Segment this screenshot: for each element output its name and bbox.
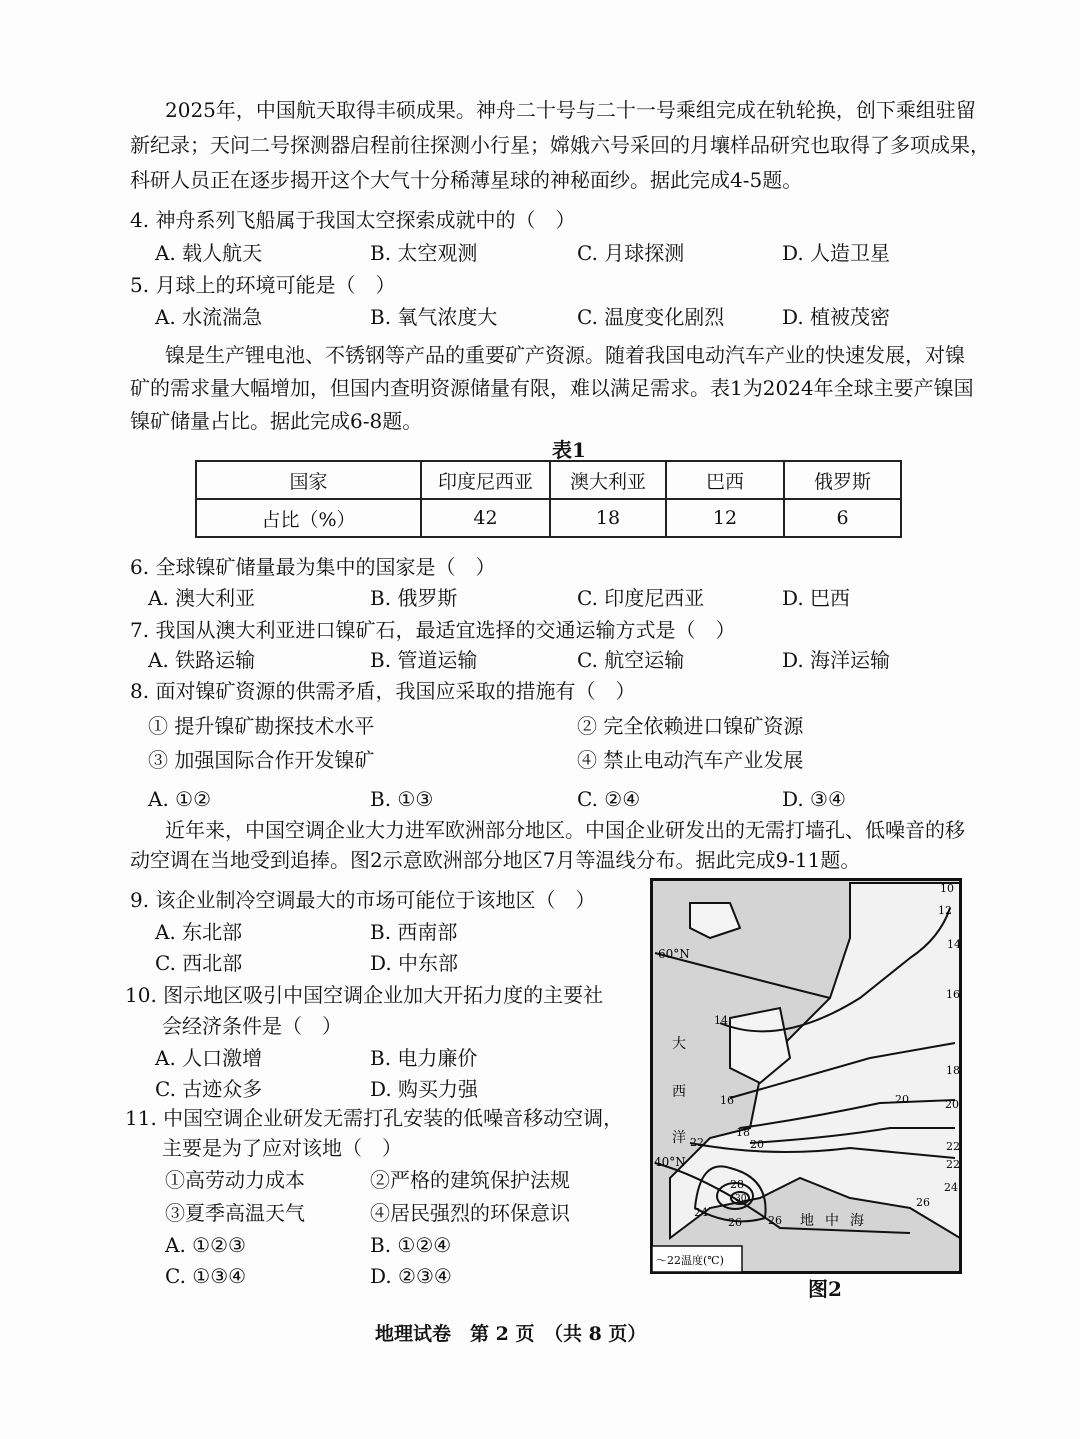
option: C. ①③④ [165, 1264, 247, 1288]
question-7: 7. 我国从澳大利亚进口镍矿石，最适宜选择的交通运输方式是（ ） [130, 618, 736, 642]
page-footer: 地理试卷 第 2 页 （共 8 页） [375, 1323, 647, 1345]
intro-text: 镍是生产锂电池、不锈钢等产品的重要矿产资源。随着我国电动汽车产业的快速发展，对镍 [165, 343, 965, 367]
table-cell: 澳大利亚 [550, 461, 666, 499]
isotherm-label: 28 [730, 1178, 744, 1191]
option: D. ②③④ [370, 1264, 452, 1288]
sea-label: 海 [850, 1213, 864, 1229]
option: D. 巴西 [782, 586, 851, 610]
option: C. 航空运输 [577, 648, 685, 672]
question-11: 主要是为了应对该地（ ） [162, 1136, 402, 1160]
option: A. 水流湍急 [155, 305, 263, 329]
option: B. 氧气浓度大 [370, 305, 498, 329]
intro-text: 动空调在当地受到追捧。图2示意欧洲部分地区7月等温线分布。据此完成9-11题。 [130, 848, 861, 872]
isotherm-label: 30 [735, 1194, 747, 1204]
isotherm-label: 24 [694, 1206, 708, 1219]
statement: ②严格的建筑保护法规 [370, 1168, 570, 1192]
table-title: 表1 [552, 438, 586, 462]
intro-text: 镍矿储量占比。据此完成6-8题。 [130, 409, 423, 433]
isotherm-label: 18 [946, 1064, 960, 1077]
map-legend: ～22温度(℃) [656, 1254, 724, 1267]
option: D. 中东部 [370, 951, 459, 975]
statement: ①高劳动力成本 [165, 1168, 305, 1192]
table-header-row [196, 461, 901, 499]
table-cell: 占比（%） [196, 499, 421, 537]
option: A. 东北部 [155, 920, 243, 944]
option: D. 购买力强 [370, 1077, 479, 1101]
question-11: 11. 中国空调企业研发无需打孔安装的低噪音移动空调， [125, 1106, 624, 1130]
table-cell: 印度尼西亚 [421, 461, 550, 499]
question-5: 5. 月球上的环境可能是（ ） [130, 273, 396, 297]
table-cell: 12 [666, 499, 784, 537]
sea-label: 地 [800, 1213, 814, 1229]
table-cell: 俄罗斯 [784, 461, 901, 499]
ocean-label: 洋 [672, 1130, 686, 1146]
intro-text: 近年来，中国空调企业大力进军欧洲部分地区。中国企业研发出的无需打墙孔、低噪音的移 [165, 818, 965, 842]
isotherm-label: 12 [938, 904, 952, 917]
option: C. 西北部 [155, 951, 243, 975]
option: D. 植被茂密 [782, 305, 891, 329]
option: D. 人造卫星 [782, 241, 891, 265]
statement: ③夏季高温天气 [165, 1201, 305, 1225]
ocean-label: 西 [672, 1084, 686, 1100]
table-row [196, 499, 901, 537]
table-cell: 6 [784, 499, 901, 537]
option: C. ②④ [577, 787, 641, 811]
option: A. ①② [148, 787, 212, 811]
option: A. 澳大利亚 [148, 586, 256, 610]
isotherm-label: 10 [940, 882, 954, 895]
table-cell: 巴西 [666, 461, 784, 499]
intro-text: 2025年，中国航天取得丰硕成果。神舟二十号与二十一号乘组完成在轨轮换，创下乘组驻留 [165, 98, 976, 122]
isotherm-label: 26 [916, 1196, 930, 1209]
table-cell: 18 [550, 499, 666, 537]
isotherm-label: 26 [768, 1214, 782, 1227]
option: B. 俄罗斯 [370, 586, 458, 610]
option: A. ①②③ [165, 1233, 246, 1257]
latitude-label: 60°N [658, 947, 690, 961]
intro-text: 新纪录；天问二号探测器启程前往探测小行星；嫦娥六号采回的月壤样品研究也取得了多项成果， [130, 133, 990, 157]
nickel-table [195, 460, 902, 538]
isotherm-label: 18 [736, 1126, 750, 1139]
option: B. 西南部 [370, 920, 458, 944]
option: D. ③④ [782, 787, 846, 811]
isotherm-label: 26 [728, 1216, 742, 1229]
isotherm-label: 16 [720, 1094, 734, 1107]
latitude-label: 40°N [654, 1155, 686, 1169]
table-cell: 42 [421, 499, 550, 537]
option: A. 人口激增 [155, 1046, 263, 1070]
intro-text: 矿的需求量大幅增加，但国内查明资源储量有限，难以满足需求。表1为2024年全球主要产镍国 [130, 376, 974, 400]
statement: ③ 加强国际合作开发镍矿 [148, 748, 375, 772]
statement: ① 提升镍矿勘探技术水平 [148, 714, 375, 738]
ocean-label: 大 [672, 1036, 686, 1052]
isotherm-label: 22 [946, 1158, 960, 1171]
isotherm-label: 20 [945, 1098, 959, 1111]
option: C. 古迹众多 [155, 1077, 263, 1101]
statement: ② 完全依赖进口镍矿资源 [577, 714, 804, 738]
isotherm-label: 16 [946, 988, 960, 1001]
table-cell: 国家 [196, 461, 421, 499]
option: D. 海洋运输 [782, 648, 891, 672]
intro-text: 科研人员正在逐步揭开这个大气十分稀薄星球的神秘面纱。据此完成4-5题。 [130, 168, 803, 192]
question-8: 8. 面对镍矿资源的供需矛盾，我国应采取的措施有（ ） [130, 679, 636, 703]
question-10: 会经济条件是（ ） [162, 1014, 342, 1038]
option: B. 太空观测 [370, 241, 478, 265]
question-10: 10. 图示地区吸引中国空调企业加大开拓力度的主要社 [125, 983, 604, 1007]
option: A. 载人航天 [155, 241, 263, 265]
isotherm-label: 20 [895, 1093, 909, 1106]
option: C. 温度变化剧烈 [577, 305, 725, 329]
option: B. ①③ [370, 787, 434, 811]
isotherm-label: 14 [714, 1014, 728, 1027]
option: B. 电力廉价 [370, 1046, 478, 1070]
statement: ④ 禁止电动汽车产业发展 [577, 748, 804, 772]
figure-caption: 图2 [808, 1277, 842, 1301]
sea-label: 中 [825, 1213, 839, 1229]
isotherm-label: 22 [690, 1136, 704, 1149]
isotherm-label: 14 [947, 938, 961, 951]
option: C. 月球探测 [577, 241, 685, 265]
isotherm-label: 20 [750, 1138, 764, 1151]
isotherm-label: 24 [944, 1181, 958, 1194]
isotherm-label: 22 [946, 1140, 960, 1153]
statement: ④居民强烈的环保意识 [370, 1201, 570, 1225]
europe-isotherm-map [650, 878, 962, 1274]
option: C. 印度尼西亚 [577, 586, 705, 610]
question-4: 4. 神舟系列飞船属于我国太空探索成就中的（ ） [130, 208, 576, 232]
question-6: 6. 全球镍矿储量最为集中的国家是（ ） [130, 555, 496, 579]
option: B. ①②④ [370, 1233, 452, 1257]
option: A. 铁路运输 [148, 648, 256, 672]
option: B. 管道运输 [370, 648, 478, 672]
question-9: 9. 该企业制冷空调最大的市场可能位于该地区（ ） [130, 888, 596, 912]
